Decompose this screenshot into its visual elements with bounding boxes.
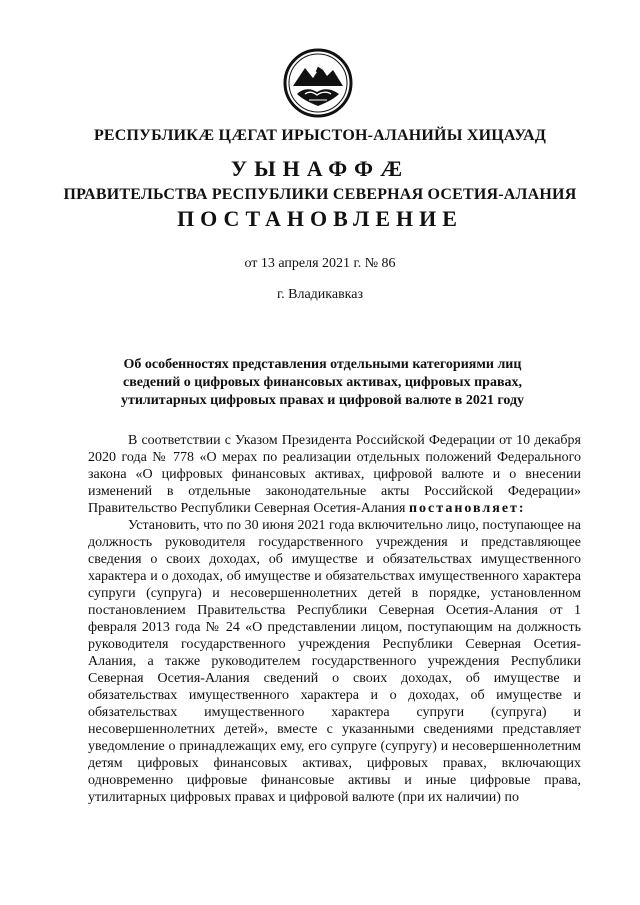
paragraph-1 xyxy=(88,432,581,517)
resolution-keyword: постановляет: xyxy=(408,501,526,516)
republic-name-ossetian: РЕСПУБЛИКӔ ЦӔГАТ ИРЫСТОН-АЛАНИЙЫ ХИЦАУАД xyxy=(93,127,547,144)
document-title: Об особенностях представления отдельными категориями лиц сведений о цифровых финансовых активах, цифровых правах, утилитарных цифровых правах и цифровой валюте в 2021 году xyxy=(120,357,525,408)
coat-of-arms-emblem-icon xyxy=(283,48,353,118)
document-body xyxy=(88,432,581,806)
paragraph-2: Установить, что по 30 июня 2021 года включительно лицо, поступающее на должность руководителя государственного учреждения и представляющее сведения о своих доходах, об имуществе и обязательствах имущественного характера и о доходах, об имуществе и обязательствах имущественного характера супруги (супруга) и несовершеннолетних детей в порядке, установленном постановлением Правительства Республики Северная Осетия-Алания от 1 февраля 2013 года № 24 «О представлении лицом, поступающим на должность руководителя государственного учреждения Республики Северная Осетия-Алания, а также руководителем государственного учреждения Республики Северная Осетия-Алания сведений о своих доходах, об имуществе и обязательствах имущественного характера и о доходах, об имуществе и обязательствах имущественного характера супруги (супруга) и несовершеннолетних детей», вместе с указанными сведениями представляет уведомление о принадлежащих ему, его супруге (супругу) и несовершеннолетним детям цифровых финансовых активах, цифровых правах, включающих одновременно цифровые финансовые активы и иные цифровые права, утилитарных цифровых правах и цифровой валюте (при их наличии) по xyxy=(88,518,581,805)
republic-name-russian: ПРАВИТЕЛЬСТВА РЕСПУБЛИКИ СЕВЕРНАЯ ОСЕТИЯ-АЛАНИЯ xyxy=(63,186,577,203)
date-number: от 13 апреля 2021 г. № 86 xyxy=(244,256,396,271)
doc-type-russian: ПОСТАНОВЛЕНИЕ xyxy=(177,206,463,231)
city: г. Владикавказ xyxy=(276,287,364,302)
paragraph-1-text: В соответствии с Указом Президента Российской Федерации от 10 декабря 2020 года № 778 «О мерах по реализации отдельных положений Федерального закона «О цифровых финансовых активах, цифровой валюте и о внесении изменений в отдельные законодательные акты Российской Федерации» Правительство Республики Северная Осетия-Алания xyxy=(88,433,581,516)
doc-type-ossetian: УЫНАФФӔ xyxy=(230,156,410,181)
